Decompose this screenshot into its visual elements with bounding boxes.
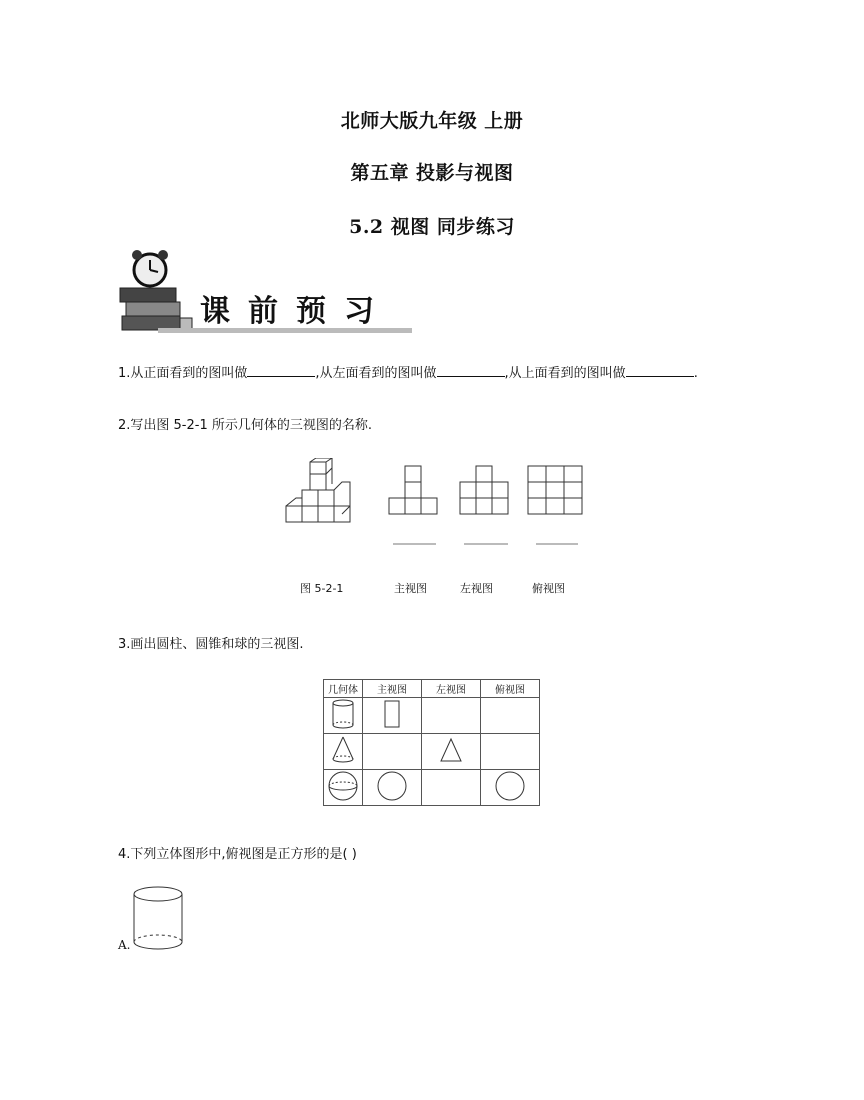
header-front-view: 主视图 [363,680,422,698]
cone-front-view[interactable] [363,734,422,770]
circle-icon [493,770,527,802]
sphere-cell [324,770,363,806]
sphere-front-view [363,770,422,806]
blank-2[interactable] [437,363,505,377]
table-header-row [324,680,540,698]
cone-left-view [422,734,481,770]
section-title: 5.2 视图 同步练习 [349,216,515,238]
cylinder-icon [328,698,358,730]
blank-1[interactable] [247,363,315,377]
circle-icon [375,770,409,802]
label-top-view: 俯视图 [532,582,565,595]
sphere-left-view[interactable] [422,770,481,806]
question-3: 3.画出圆柱、圆锥和球的三视图. [118,637,304,652]
figure-caption: 图 5-2-1 [300,582,344,595]
cylinder-front-view [363,698,422,734]
cone-icon [328,734,358,766]
header-left-view: 左视图 [422,680,481,698]
stacked-cubes-drawing [286,458,350,522]
label-left-view: 左视图 [460,582,493,595]
label-front-view: 主视图 [394,582,427,595]
header-solid: 几何体 [324,680,363,698]
left-view-drawing [460,466,508,514]
document-title: 北师大版九年级 上册 [340,110,524,132]
sphere-icon [326,770,360,802]
cube-figure-5-2-1 [280,458,590,558]
table-row-cone [324,734,540,770]
rectangle-icon [380,698,404,730]
cone-top-view[interactable] [481,734,540,770]
three-views-table [323,679,540,806]
cylinder-left-view[interactable] [422,698,481,734]
cylinder-cell [324,698,363,734]
q1-part3: ,从上面看到的图叫做 [504,366,626,381]
question-2: 2.写出图 5-2-1 所示几何体的三视图的名称. [118,418,372,433]
option-a-label[interactable]: A. [118,938,131,952]
front-view-drawing [389,466,437,514]
cone-cell [324,734,363,770]
header-top-view: 俯视图 [481,680,540,698]
q1-part2: ,从左面看到的图叫做 [315,366,437,381]
chapter-title: 第五章 投影与视图 [350,162,514,184]
cylinder-top-view[interactable] [481,698,540,734]
blank-3[interactable] [626,363,694,377]
question-4: 4.下列立体图形中,俯视图是正方形的是( ) [118,847,357,862]
table-row-cylinder [324,698,540,734]
q1-part1: 1.从正面看到的图叫做 [118,366,248,381]
triangle-icon [436,734,466,766]
top-view-drawing [528,466,582,514]
question-1 [118,362,698,381]
q1-part4: . [693,366,698,381]
table-row-sphere [324,770,540,806]
sphere-top-view [481,770,540,806]
banner-heading: 课前预习 [200,294,392,329]
cylinder-option-a-icon [130,884,186,954]
